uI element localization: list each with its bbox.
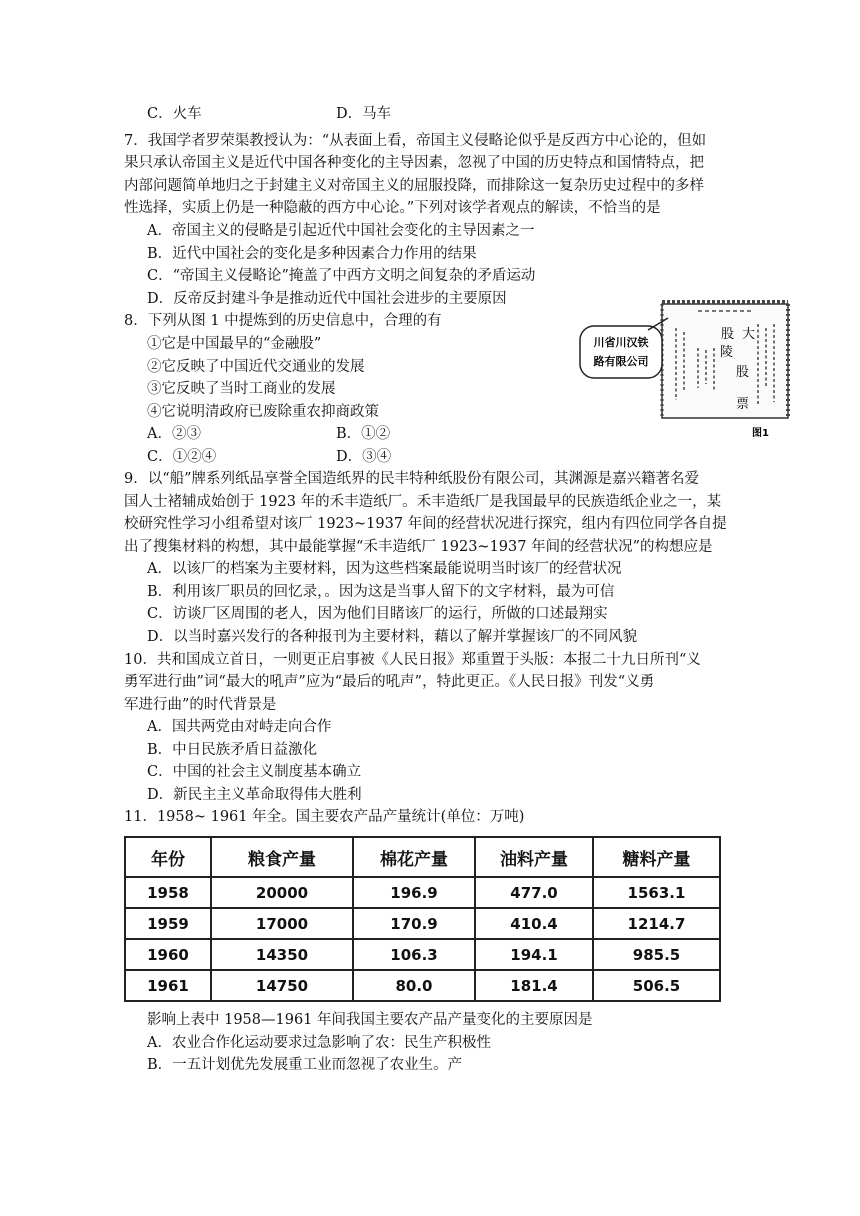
q8-item-1: ①它是中国最早的“金融股” bbox=[147, 336, 322, 352]
option-7-prev-c: C．火车 bbox=[147, 106, 202, 122]
q7-option-c: C．“帝国主义侵略论”掩盖了中西方文明之间复杂的矛盾运动 bbox=[147, 268, 536, 284]
table-row bbox=[125, 908, 720, 939]
header-sugar: 糖料产量 bbox=[593, 837, 720, 877]
cell-cotton: 170.9 bbox=[353, 908, 475, 939]
q8-option-d: D．③④ bbox=[336, 449, 392, 465]
cert-char-5: 票 bbox=[736, 397, 750, 412]
q8-option-b: B．①② bbox=[336, 426, 391, 442]
cert-char-4: 股 bbox=[736, 365, 750, 380]
q9-option-b: B．利用该厂职员的回忆录，。因为这是当事人留下的文字材料，最为可信 bbox=[147, 584, 615, 600]
callout-text-1: 川省川汉铁 bbox=[593, 336, 649, 349]
question-7-line-3: 内部问题简单地归之于封建主义对帝国主义的屈服投降，而排除这一复杂历史过程中的多样 bbox=[124, 178, 704, 194]
q8-item-4: ④它说明清政府已废除重农抑商政策 bbox=[147, 404, 379, 420]
q11-option-a: A．农业合作化运动要求过急影响了农：民生产积极性 bbox=[147, 1035, 491, 1051]
cell-cotton: 196.9 bbox=[353, 877, 475, 908]
cert-char-3: 陵 bbox=[720, 345, 734, 360]
q10-option-b: B．中日民族矛盾日益激化 bbox=[147, 742, 318, 758]
question-9-line-2: 国人士褚辅成始创于 1923 年的禾丰造纸厂。禾丰造纸厂是我国最早的民族造纸企业之一，某 bbox=[124, 494, 722, 510]
cell-cotton: 106.3 bbox=[353, 939, 475, 970]
figure-caption: 图1 bbox=[752, 428, 769, 439]
cell-cotton: 80.0 bbox=[353, 970, 475, 1001]
header-cotton: 棉花产量 bbox=[353, 837, 475, 877]
question-9-line-1: 9．以“船”牌系列纸品享誉全国造纸界的民丰特种纸股份有限公司，其渊源是嘉兴籍著名爱 bbox=[124, 471, 700, 487]
cell-year: 1958 bbox=[125, 877, 211, 908]
header-grain: 粮食产量 bbox=[211, 837, 353, 877]
q9-option-d: D．以当时嘉兴发行的各种报刊为主要材料，藉以了解并掌握该厂的不同风貌 bbox=[147, 629, 638, 645]
question-9-line-4: 出了搜集材料的构想，其中最能掌握“禾丰造纸厂 1923~1937 年间的经营状况”的构想应是 bbox=[124, 539, 713, 555]
question-7-line-1: 7．我国学者罗荣渠教授认为：“从表面上看，帝国主义侵略论似乎是反西方中心论的，但如 bbox=[124, 133, 707, 149]
question-11-prompt: 影响上表中 1958—1961 年间我国主要农产品产量变化的主要原因是 bbox=[147, 1012, 593, 1028]
cell-year: 1961 bbox=[125, 970, 211, 1001]
q8-item-3: ③它反映了当时工商业的发展 bbox=[147, 381, 336, 397]
q7-option-d: D．反帝反封建斗争是推动近代中国社会进步的主要原因 bbox=[147, 291, 507, 307]
cell-year: 1960 bbox=[125, 939, 211, 970]
agricultural-output-table bbox=[124, 836, 721, 1002]
q8-option-a: A．②③ bbox=[147, 426, 201, 442]
cert-char-2: 大 bbox=[742, 327, 756, 342]
q10-option-d: D．新民主主义革命取得伟大胜利 bbox=[147, 787, 362, 803]
q7-option-a: A．帝国主义的侵略是引起近代中国社会变化的主导因素之一 bbox=[147, 223, 535, 239]
q8-option-c: C．①②④ bbox=[147, 449, 217, 465]
callout-bubble bbox=[580, 326, 662, 378]
cell-sugar: 506.5 bbox=[593, 970, 720, 1001]
question-9-line-3: 校研究性学习小组希望对该厂 1923~1937 年间的经营状况进行探究，组内有四位同学各自提 bbox=[124, 516, 727, 532]
callout-text-2: 路有限公司 bbox=[593, 355, 649, 368]
cell-sugar: 1214.7 bbox=[593, 908, 720, 939]
table-row bbox=[125, 877, 720, 908]
question-7-line-2: 果只承认帝国主义是近代中国各种变化的主导因素，忽视了中国的历史特点和国情特点，把 bbox=[124, 155, 704, 171]
table-header-row bbox=[125, 837, 720, 877]
stock-certificate-figure bbox=[578, 288, 796, 444]
cell-sugar: 985.5 bbox=[593, 939, 720, 970]
certificate-frame bbox=[662, 304, 788, 418]
question-10-line-1: 10．共和国成立首日，一则更正启事被《人民日报》郑重置于头版：本报二十九日所刊“义 bbox=[124, 652, 701, 668]
q9-option-a: A．以该厂的档案为主要材料，因为这些档案最能说明当时该厂的经营状况 bbox=[147, 561, 622, 577]
cert-char-1: 股 bbox=[721, 327, 735, 342]
q9-option-c: C．访谈厂区周围的老人，因为他们目睹该厂的运行，所做的口述最翔实 bbox=[147, 606, 608, 622]
q8-item-2: ②它反映了中国近代交通业的发展 bbox=[147, 359, 365, 375]
cell-oil: 181.4 bbox=[475, 970, 593, 1001]
question-10-line-3: 军进行曲”的时代背景是 bbox=[124, 697, 277, 713]
table-row bbox=[125, 970, 720, 1001]
q11-option-b: B．一五计划优先发展重工业而忽视了农业生。产 bbox=[147, 1057, 463, 1073]
question-8-stem: 8．下列从图 1 中提炼到的历史信息中，合理的有 bbox=[124, 313, 442, 329]
cell-sugar: 1563.1 bbox=[593, 877, 720, 908]
option-7-prev-d: D．马车 bbox=[336, 106, 392, 122]
q10-option-a: A．国共两党由对峙走向合作 bbox=[147, 719, 332, 735]
q10-option-c: C．中国的社会主义制度基本确立 bbox=[147, 764, 362, 780]
header-year: 年份 bbox=[125, 837, 211, 877]
cell-grain: 14350 bbox=[211, 939, 353, 970]
cell-oil: 194.1 bbox=[475, 939, 593, 970]
cell-grain: 14750 bbox=[211, 970, 353, 1001]
cell-grain: 20000 bbox=[211, 877, 353, 908]
cell-oil: 477.0 bbox=[475, 877, 593, 908]
q7-option-b: B．近代中国社会的变化是多种因素合力作用的结果 bbox=[147, 246, 477, 262]
question-11-stem: 11．1958~ 1961 年全。国主要农产品产量统计(单位：万吨) bbox=[124, 809, 525, 825]
question-7-line-4: 性选择，实质上仍是一种隐蔽的西方中心论。”下列对该学者观点的解读，不恰当的是 bbox=[124, 200, 661, 216]
question-10-line-2: 勇军进行曲”词“最大的吼声”应为“最后的吼声”，特此更正。《人民日报》刊发“义勇 bbox=[124, 674, 655, 690]
cell-grain: 17000 bbox=[211, 908, 353, 939]
cell-oil: 410.4 bbox=[475, 908, 593, 939]
header-oil: 油料产量 bbox=[475, 837, 593, 877]
cell-year: 1959 bbox=[125, 908, 211, 939]
table-row bbox=[125, 939, 720, 970]
